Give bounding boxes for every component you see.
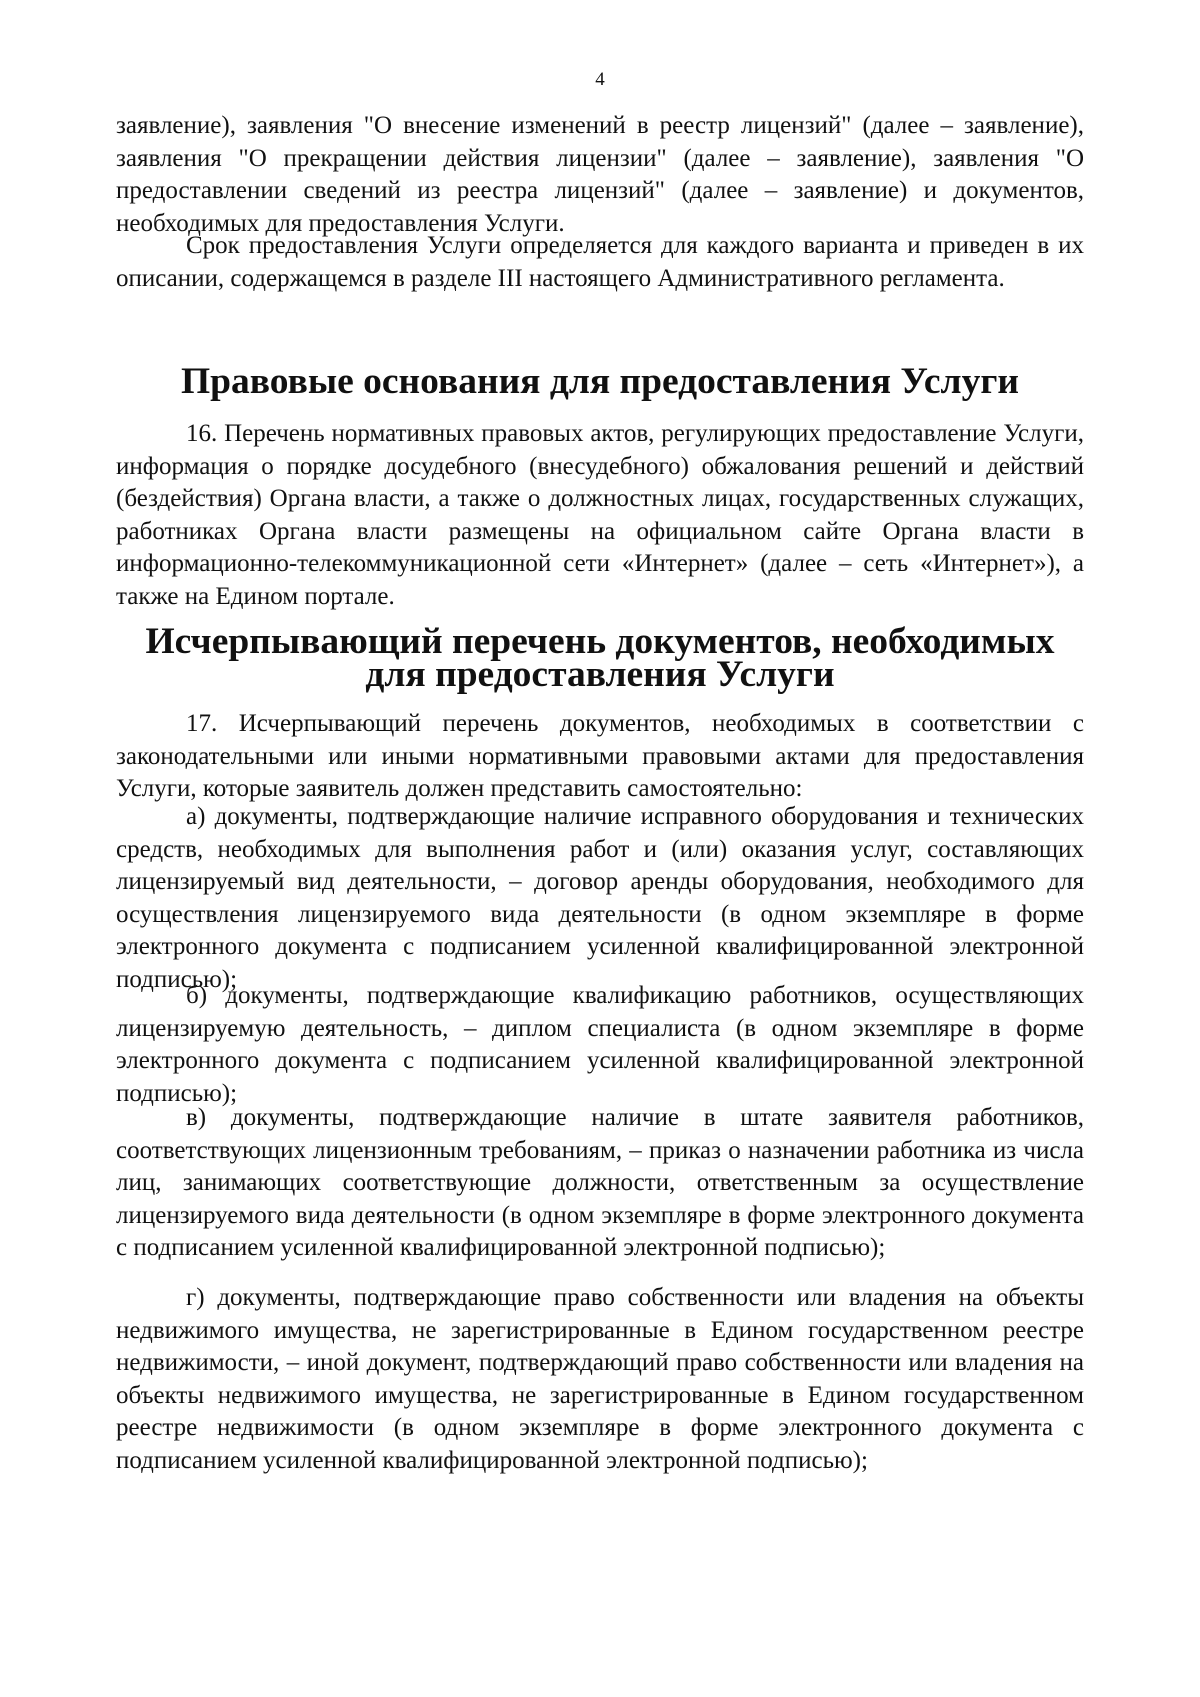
paragraph-17g: г) документы, подтверждающие право собственности или владения на объекты недвижимого имущества, не зарегистрированные в Едином государственном реестре недвижимости, – иной документ, подтверждающий право собственности или владения на объекты недвижимого имущества, не зарегистрированные в Едином государственном реестре недвижимости (в одном экземпляре в форме электронного документа с подписанием усиленной квалифицированной электронной подписью);: [116, 1284, 1084, 1474]
section-heading-legal-basis: Правовые основания для предоставления Услуги: [181, 361, 1019, 402]
paragraph-17b: б) документы, подтверждающие квалификацию работников, осуществляющих лицензируемую деятельность, – диплом специалиста (в одном экземпляре в форме электронного документа с подписанием усиленной квалифицированной электронной подписью);: [116, 982, 1084, 1107]
paragraph-17a: а) документы, подтверждающие наличие исправного оборудования и технических средств, необходимых для выполнения работ и (или) оказания услуг, составляющих лицензируемый вид деятельности, – договор аренды оборудования, необходимого для осуществления лицензируемого вида деятельности (в одном экземпляре в форме электронного документа с подписанием усиленной квалифицированной электронной подписью);: [116, 803, 1084, 993]
paragraph-17: 17. Исчерпывающий перечень документов, необходимых в соответствии с законодательными или иными нормативными правовыми актами для предоставления Услуги, которые заявитель должен представить самостоятельно:: [116, 710, 1084, 802]
service-term-paragraph: Срок предоставления Услуги определяется для каждого варианта и приведен в их описании, содержащемся в разделе III настоящего Административного регламента.: [116, 232, 1084, 292]
section-heading-documents: Исчерпывающий перечень документов, необходимых для предоставления Услуги: [145, 621, 1055, 695]
page-number: 4: [595, 69, 605, 90]
paragraph-16: 16. Перечень нормативных правовых актов, регулирующих предоставление Услуги, информация о порядке досудебного (внесудебного) обжалования решений и действий (бездействия) Органа власти, а также о должностных лицах, государственных служащих, работниках Органа власти размещены на официальном сайте Органа власти в информационно-телекоммуникационной сети «Интернет» (далее – сеть «Интернет»), а также на Едином портале.: [116, 420, 1084, 610]
intro-paragraph: заявление), заявления "О внесение изменений в реестр лицензий" (далее – заявление), заявления "О прекращении действия лицензии" (далее – заявление), заявления "О предоставлении сведений из реестра лицензий" (далее – заявление) и документов, необходимых для предоставления Услуги.: [116, 112, 1084, 237]
paragraph-17v: в) документы, подтверждающие наличие в штате заявителя работников, соответствующих лицензионным требованиям, – приказ о назначении работника из числа лиц, занимающих соответствующие должности, ответственным за осуществление лицензируемого вида деятельности (в одном экземпляре в форме электронного документа с подписанием усиленной квалифицированной электронной подписью);: [116, 1104, 1084, 1261]
